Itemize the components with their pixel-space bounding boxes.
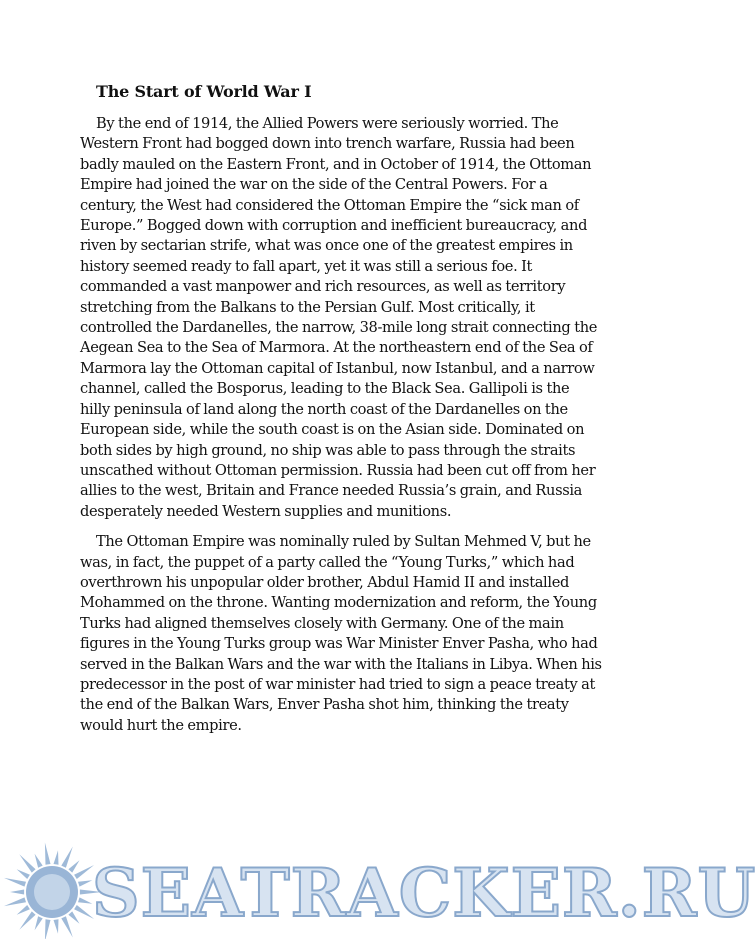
sun-ray	[19, 911, 35, 929]
sun-ray	[10, 890, 24, 895]
sun-ray	[17, 869, 30, 879]
sun-ray	[17, 905, 30, 915]
sun-ray	[68, 860, 79, 872]
watermark	[0, 840, 756, 939]
sun-ray	[61, 916, 73, 937]
sun-ray	[78, 897, 92, 903]
paragraph: By the end of 1914, the Allied Powers were seriously worried. The Western Front had bogged down into trench warfare, Russia had been badly mauled on the Eastern Front, and in October of 1914, the Ottoman Empire had joined the war on the side of the Central Powers. For a century, the West had considered the Ottoman Empire the “sick man of Europe.” Bogged down with corruption and inefficient bureaucracy, and riven by sectarian strife, what was once one of the greatest empires in history seemed ready to fall apart, yet it was still a serious foe. It commanded a vast manpower and rich resources, as well as territory stretching from the Balkans to the Persian Gulf. Most critically, it controlled the Dardanelles, the narrow, 38-mile long strait connecting the Aegean Sea to the Sea of Marmora. At the northeastern end of the Sea of Marmora lay the Ottoman capital of Istanbul, now Istanbul, and a narrow channel, called the Bosporus, leading to the Black Sea. Gallipoli is the hilly peninsula of land along the north coast of the Dardanelles on the European side, while the south coast is on the Asian side. Dominated on both sides by high ground, no ship was able to pass through the straits unscathed without Ottoman permission. Russia had been cut off from her allies to the west, Britain and France needed Russia’s grain, and Russia desperately needed Western supplies and munitions.	[80, 115, 598, 520]
sun-ray	[35, 854, 43, 868]
sun-ray	[4, 878, 26, 887]
sun-ray	[4, 897, 26, 906]
sun-ray	[35, 916, 43, 930]
sun-ray	[54, 850, 59, 864]
sun-ray	[68, 911, 79, 923]
page-title: The Start of World War I	[96, 82, 312, 101]
document-page	[80, 82, 602, 746]
sun-ray	[54, 919, 59, 933]
sun-ray	[45, 919, 51, 939]
watermark-text: SEATRACKER.RU	[92, 854, 756, 932]
sun-ray	[78, 880, 92, 886]
sun-ray	[19, 854, 35, 872]
sun-ray	[45, 843, 51, 865]
sun-ray	[61, 847, 73, 868]
paragraph: The Ottoman Empire was nominally ruled by Sultan Mehmed V, but he was, in fact, the puppet of a party called the “Young Turks,” which had overthrown his unpopular older brother, Abdul Hamid II and installed Mohammed on the throne. Wanting modernization and reform, the Young Turks had aligned themselves closely with Germany. One of the main figures in the Young Turks group was War Minister Enver Pasha, who had served in the Balkan Wars and the war with the Italians in Libya. When his predecessor in the post of war minister had tried to sign a peace treaty at the end of the Balkan Wars, Enver Pasha shot him, thinking the treaty would hurt the empire.	[80, 533, 602, 734]
